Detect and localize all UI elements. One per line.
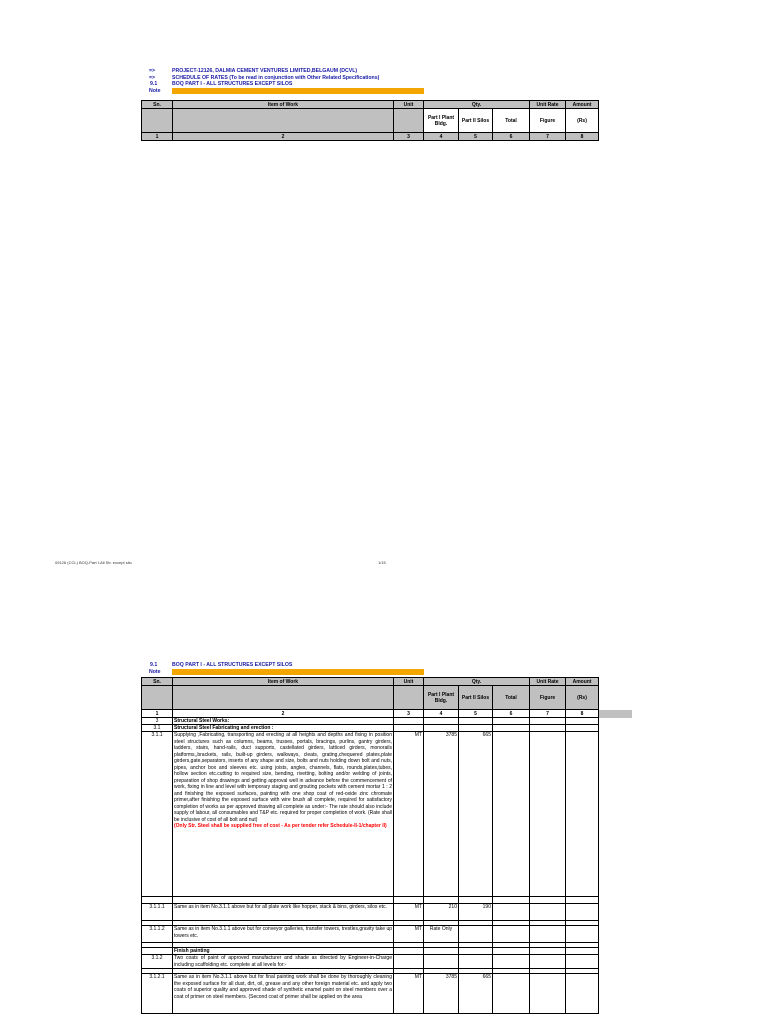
col-number: 7 bbox=[530, 710, 566, 718]
col-figure: Figure bbox=[530, 109, 566, 133]
row-item: Structural Steel Fabricating and erection : bbox=[173, 725, 394, 732]
col-number: 6 bbox=[493, 133, 530, 141]
row-item: Same as in item No.3.1.1 above but for conveyor galleries, transfer towers, trestles,gravity take up towers etc. bbox=[173, 926, 394, 943]
page-footer-number: 1/15 bbox=[378, 560, 386, 565]
col-number: 4 bbox=[424, 710, 459, 718]
col-qty: Qty. bbox=[424, 678, 530, 686]
row-item: Same as in item No.3.1.1 above but for all plate work like hopper, stack & bins, girders, silos etc. bbox=[173, 904, 394, 921]
row-sn: 3.1.2 bbox=[142, 955, 173, 969]
col-number: 5 bbox=[459, 133, 493, 141]
row-unit: MT bbox=[394, 904, 424, 921]
col-extra bbox=[599, 133, 633, 141]
unit-blank bbox=[394, 109, 424, 133]
row-qty-part2: 665 bbox=[459, 732, 493, 897]
col-unit: Unit bbox=[394, 678, 424, 686]
col-rs: (Rs) bbox=[566, 686, 599, 710]
table-row bbox=[142, 948, 633, 955]
sn-blank bbox=[142, 686, 173, 710]
line-marker: => bbox=[149, 68, 156, 74]
row-item: Two coats of paint of approved manufacturer and shade as directed by Engineer-in-Charge including scaffolding etc. complete at all levels for:- bbox=[174, 955, 392, 968]
col-part2: Part II Silos bbox=[459, 686, 493, 710]
col-number: 1 bbox=[142, 710, 173, 718]
table-row bbox=[142, 974, 633, 1014]
col-unit: Unit bbox=[394, 101, 424, 109]
row-note: (Only Str. Steel shall be supplied free of cost - As per tender refer Schedule-II-1/chapter II) bbox=[174, 823, 387, 829]
row-qty-part2: 665 bbox=[459, 974, 493, 1014]
col-part2: Part II Silos bbox=[459, 109, 493, 133]
col-sn: Sn. bbox=[142, 678, 173, 686]
col-sn: Sn. bbox=[142, 101, 173, 109]
row-unit: MT bbox=[394, 974, 424, 1014]
col-number: 7 bbox=[530, 133, 566, 141]
row-item: Supplying ,Fabricating, transporting and erecting at all heights and depths and fixing in position steel structures such as columns, beams, trusses, portals, bracings, purlins, gantry girders, ladders, stairs, hand-rails, duct supports, castellated girders, latticed girders, monorails platforms,,brackets, rails, built-up girders, walkways, cleats, grating,chequered plates,plate girders,gate,separators, inserts of any shape and size, bolts and nuts holding down bolt and nuts, pipes, anchor box and sleeves etc. using joists, angles, channels, flats, rounds,plates,tubes, hollow section etc.cutting to required size, bending, rivetting, bolting and/or welding of joints, preparation of shop drawings and getting approval well in advance before the commencement of work, fixing in line and level with temporary staging and grouting pockets with cement mortar 1 : 2 and finishing the exposed surfaces, painting with one shop coat of red-oxide zinc chromate primer,after finishing the exposed surface with wire brush all complete, required for satisfactory completion of works as per approved drawing all complete as under:- The rate should also include supply of labour, all consumables and T&P etc. required for proper completion of work. (Rate shall be inclusive of cost of all bolt and nut) bbox=[174, 732, 392, 823]
boq-title: BOQ PART I - ALL STRUCTURES EXCEPT SILOS bbox=[172, 662, 293, 668]
item-blank bbox=[173, 686, 394, 710]
col-qty: Qty. bbox=[424, 101, 530, 109]
col-part1: Part I Plant Bldg. bbox=[424, 686, 459, 710]
section-number: 9.1 bbox=[150, 662, 158, 668]
row-sn: 3.1.1.1 bbox=[142, 904, 173, 921]
table-row bbox=[142, 732, 633, 897]
col-extra bbox=[599, 109, 633, 133]
col-extra bbox=[599, 678, 633, 686]
note-row bbox=[141, 88, 606, 95]
col-unit-rate: Unit Rate bbox=[530, 678, 566, 686]
col-amount: Amount bbox=[566, 678, 599, 686]
col-total: Total bbox=[493, 686, 530, 710]
boq-table-page2 bbox=[141, 677, 633, 1014]
page2-heading bbox=[141, 662, 606, 675]
row-sn: 3.1 bbox=[142, 725, 173, 732]
boq-table-header-page1 bbox=[141, 100, 633, 141]
row-sn: 3.1.1 bbox=[142, 732, 173, 897]
row-qty-part1: Rate Only bbox=[424, 926, 459, 943]
page1-heading bbox=[141, 68, 606, 94]
section-number: 9.1 bbox=[150, 81, 158, 87]
unit-blank bbox=[394, 686, 424, 710]
col-rs: (Rs) bbox=[566, 109, 599, 133]
col-number: 3 bbox=[394, 710, 424, 718]
row-sn: 3 bbox=[142, 718, 173, 725]
col-item: Item of Work bbox=[173, 678, 394, 686]
table-row bbox=[142, 926, 633, 943]
schedule-title: SCHEDULE OF RATES (To be read in conjunction with Other Related Specifications) bbox=[172, 74, 380, 81]
table-row bbox=[142, 955, 633, 969]
col-number: 8 bbox=[566, 710, 599, 718]
note-highlight bbox=[172, 669, 424, 676]
row-item: Finish painting bbox=[173, 948, 394, 955]
col-item: Item of Work bbox=[173, 101, 394, 109]
col-total: Total bbox=[493, 109, 530, 133]
boq-title: BOQ PART I - ALL STRUCTURES EXCEPT SILOS bbox=[172, 81, 293, 87]
table-row bbox=[142, 718, 633, 725]
note-label: Note bbox=[149, 87, 161, 94]
col-part1: Part I Plant Bldg. bbox=[424, 109, 459, 133]
row-qty-part2: 190 bbox=[459, 904, 493, 921]
project-title: PROJECT-12126, DALMIA CEMENT VENTURES LIMITED,BELGAUM (DCVL) bbox=[172, 68, 358, 74]
col-extra bbox=[599, 101, 633, 109]
col-figure: Figure bbox=[530, 686, 566, 710]
table-row bbox=[142, 904, 633, 921]
note-label: Note bbox=[149, 668, 161, 675]
col-number: 3 bbox=[394, 133, 424, 141]
line-marker: => bbox=[149, 74, 156, 81]
col-number: 8 bbox=[566, 133, 599, 141]
col-number: 2 bbox=[173, 710, 394, 718]
row-unit: MT bbox=[394, 926, 424, 943]
row-sn: 3.1.1.2 bbox=[142, 926, 173, 943]
col-number: 5 bbox=[459, 710, 493, 718]
item-blank bbox=[173, 109, 394, 133]
col-extra bbox=[599, 710, 633, 718]
col-number: 2 bbox=[173, 133, 394, 141]
col-unit-rate: Unit Rate bbox=[530, 101, 566, 109]
col-number: 4 bbox=[424, 133, 459, 141]
sn-blank bbox=[142, 109, 173, 133]
row-item: Same as in item No.3.1.1 above but for final painting work shall be done by thoroughly cleaning the exposed surface for all dust, dirt, oil, grease and any other foreign material etc. and apply two coats of superior quality and approved shade of synthetic enamel paint on steel members over a coat of primer on steel members. (Second coat of primer shall be applied on the area bbox=[173, 974, 394, 1014]
note-highlight bbox=[172, 88, 424, 95]
row-unit: MT bbox=[394, 732, 424, 897]
col-amount: Amount bbox=[566, 101, 599, 109]
row-sn: 3.1.2.1 bbox=[142, 974, 173, 1014]
row-qty-part1: 3785 bbox=[424, 974, 459, 1014]
row-qty-part1: 210 bbox=[424, 904, 459, 921]
row-item-cell bbox=[173, 732, 394, 897]
table-row bbox=[142, 725, 633, 732]
row-qty-part1: 3785 bbox=[424, 732, 459, 897]
col-number: 1 bbox=[142, 133, 173, 141]
col-extra bbox=[599, 686, 633, 710]
row-item: Structural Steel Works: bbox=[173, 718, 394, 725]
note-row bbox=[141, 669, 606, 676]
page-footer-left: 09126 (CCL) BOQ-Part I-All Str. except silo bbox=[55, 560, 132, 565]
col-number: 6 bbox=[493, 710, 530, 718]
